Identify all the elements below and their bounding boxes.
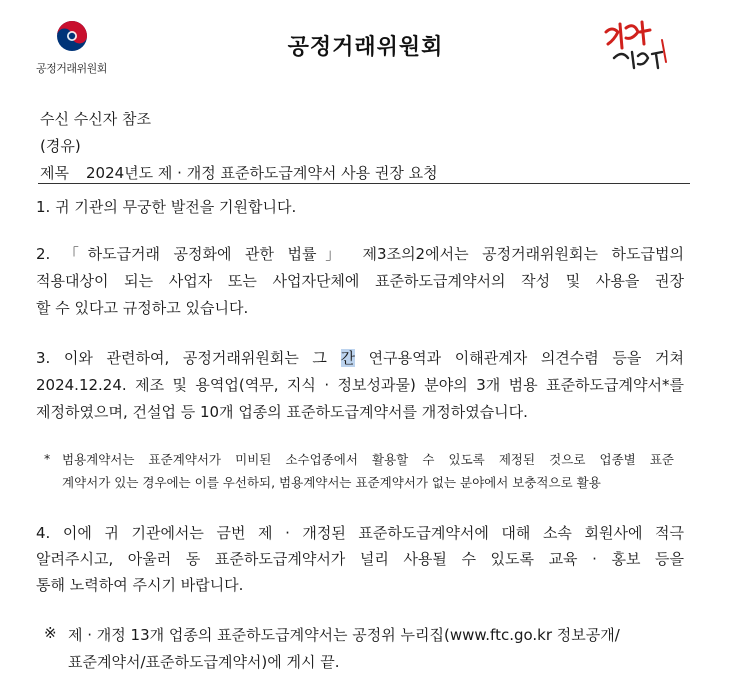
paragraph-2-line-2: 적용대상이 되는 사업자 또는 사업자단체에 표준하도급계약서의 작성 및 사용을 권장 [36,272,684,290]
paragraph-3-line-3: 제정하였으며, 건설업 등 10개 업종의 표준하도급계약서를 개정하였습니다. [36,403,528,421]
subject-label: 제목 [40,164,69,182]
org-name-small: 공정거래위원회 [36,62,107,75]
footnote-line-1: 범용계약서는 표준계약서가 미비된 소수업종에서 활용할 수 있도록 제정된 것으로 업종별 표준 [62,452,674,467]
header-divider [38,183,690,184]
paragraph-3-line-1 [36,347,684,368]
paragraph-4-line-3: 통해 노력하여 주시기 바랍니다. [36,576,244,594]
paragraph-2-line-1: 2. 「하도급거래 공정화에 관한 법률」 제3조의2에서는 공정거래위원회는 하도급법의 [36,245,684,263]
via-line: (경유) [40,137,81,155]
paragraph-3-line-1-end: 연구용역과 이해관계자 의견수렴 등을 거쳐 [355,349,684,367]
paragraph-3-line-2: 2024.12.24. 제조 및 용역업(역무, 지식 · 정보성과물) 분야의 3개 범용 표준하도급계약서*를 [36,376,684,394]
paragraph-4-line-2: 알려주시고, 아울러 동 표준하도급계약서가 널리 사용될 수 있도록 교육 · 홍보 등을 [36,550,684,568]
closing-note-line-2: 표준계약서/표준하도급계약서)에 게시 끝. [68,653,340,671]
closing-note-line-1: 제 · 개정 13개 업종의 표준하도급계약서는 공정위 누리집(www.ftc.go.kr 정보공개/ [68,626,620,644]
paragraph-1: 1. 귀 기관의 무궁한 발전을 기원합니다. [36,198,297,216]
subject-text: 2024년도 제 · 개정 표준하도급계약서 사용 권장 요청 [86,164,438,182]
paragraph-4-line-1: 4. 이에 귀 기관에서는 금번 제 · 개정된 표준하도급계약서에 대해 소속 회원사에 적극 [36,524,684,542]
paragraph-2-line-3: 할 수 있다고 규정하고 있습니다. [36,299,249,317]
slogan-logo [600,18,672,74]
footnote-mark: * [44,451,51,466]
recipient-line: 수신 수신자 참조 [40,110,151,128]
page-title: 공정거래위원회 [287,35,444,60]
reference-mark: ※ [44,624,57,642]
paragraph-3-line-1-start: 3. 이와 관련하여, 공정거래위원회는 그 [36,349,341,367]
highlighted-text: 간 [340,349,356,367]
footnote-line-2: 계약서가 있는 경우에는 이를 우선하되, 범용계약서는 표준계약서가 없는 분야에서 보충적으로 활용 [62,475,601,490]
